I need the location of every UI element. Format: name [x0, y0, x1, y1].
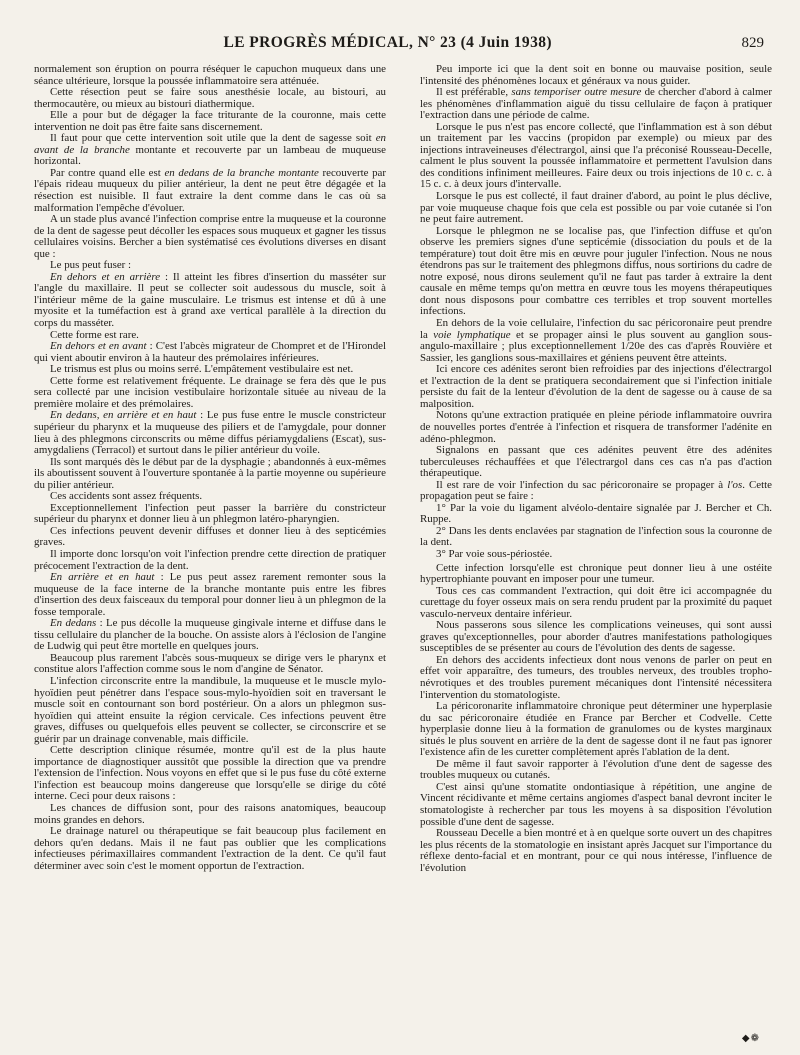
paragraph: Cette infection lorsqu'elle est chronique peut donner lieu à une ostéite hypertrophiante pouvant en imposer pour une tumeur. [420, 561, 772, 586]
paragraph: Par contre quand elle est en dedans de la branche montante recouverte par l'épais rideau muqueux du pilier antérieur, la dent ne peut être dégagée et la résection est nuisible. Il faut extraire la dent comme dans le cas où sa malformation l'empêche d'évoluer. [34, 166, 386, 214]
paragraph: Peu importe ici que la dent soit en bonne ou mauvaise position, seule l'intensité des phénomènes locaux et généraux va nous guider. [420, 64, 772, 87]
paragraph: Beaucoup plus rarement l'abcès sous-muqueux se dirige vers le pharynx et constitue alors l'affection comme sous le nom d'angine de Sénator. [34, 651, 386, 676]
paragraph: Ces accidents sont assez fréquents. [50, 490, 203, 503]
paragraph: Cette résection peut se faire sous anesthésie locale, au bistouri, au thermocautère, ou mieux au bistouri diathermique. [34, 86, 386, 110]
article-body [34, 64, 772, 1030]
paragraph: Signalons en passant que ces adénites peuvent être des adénites tuberculeuses réchauffées et que l'électrargol dans ces cas n'a pas d'action thérapeutique. [420, 444, 772, 480]
paragraph: Cette description clinique résumée, montre qu'il est de la plus haute importance de diagnostiquer aussitôt que possible la direction que va prendre l'extension de l'infection. Nous voyons en effet que si le pus fuse du côté externe l'infection est beaucoup moins dangereuse que lorsqu'elle se dirige du côté interne. Ceci pour deux raisons : [34, 744, 386, 803]
page-number: 829 [741, 35, 764, 51]
paragraph: 1° Par la voie du ligament alvéolo-dentaire signalée par J. Bercher et Ch. Ruppe. [420, 501, 772, 526]
paragraph: normalement son éruption on pourra réséquer le capuchon muqueux dans une séance ultérieure, lorsque la poussée inflammatoire sera atténuée. [34, 64, 386, 87]
paragraph: C'est ainsi qu'une stomatite ondontiasique à répétition, une angine de Vincent récidivante et même certains angiomes d'aspect banal devront inciter le stomatologiste à rechercher par tous les moyens à sa disposition l'évolution possible d'une dent de sagesse. [420, 780, 772, 828]
paragraph: Lorsque le phlegmon ne se localise pas, que l'infection diffuse et qu'on observe les premiers signes d'une septicémie (dissociation du pouls et de la température) tout doit être mis en œuvre pour juguler l'infection. Nous ne nous étendrons pas sur le traitement des phlegmons diffus, nous sortirions du cadre de notre exposé, nous dirons seulement qu'il ne faut pas tarder à extraire la dent causale en même temps qu'on mettra en œuvre tous les moyens thérapeutiques dont nous disposons pour combattre ces terribles et trop souvent mortelles infections. [420, 224, 772, 318]
italic-phrase: En dehors et en avant [50, 340, 147, 353]
running-title: LE PROGRÈS MÉDICAL, N° 23 (4 Juin 1938) [223, 34, 552, 51]
paragraph: Le trismus est plus ou moins serré. L'empâtement vestibulaire est net. [50, 363, 354, 376]
paragraph: En dehors des accidents infectieux dont nous venons de parler on peut en effet voir apparaître, des tumeurs, des troubles nerveux, des troubles tropho-névrotiques et des troubles purement mécaniques dont l'intensité nécessitera l'intervention du stomatologiste. [420, 653, 772, 701]
paragraph: Les chances de diffusion sont, pour des raisons anatomiques, beaucoup moins grandes en dehors. [34, 802, 386, 826]
italic-phrase: voie lymphatique [433, 328, 511, 341]
paragraph: 3° Par voie sous-périostée. [436, 547, 553, 560]
italic-phrase: En dehors et en arrière [50, 270, 161, 283]
paragraph: Tous ces cas commandent l'extraction, qui doit être ici accompagnée du curettage du foyer osseux mais on sera rendu prudent par la proximité du paquet vasculo-nerveux dentaire inférieur. [420, 584, 772, 620]
paragraph: Ici encore ces adénites seront bien refroidies par des injections d'électrargol et l'extraction de la dent se pratiquera secondairement que si l'infection initiale persiste du fait de la lenteur d'évolution de la dent de sagesse ou à cause de sa malposition. [420, 363, 772, 410]
paragraph: Ils sont marqués dès le début par de la dysphagie ; abandonnés à eux-mêmes ils aboutissent souvent à l'ouverture spontanée à la partie moyenne ou supérieure du pilier antérieur. [34, 455, 386, 491]
italic-phrase: En dedans, en arrière et en haut [50, 409, 197, 422]
paragraph: Cette forme est relativement fréquente. Le drainage se fera dès que le pus sera collecté par une incision vestibulaire horizontale située au niveau de la première molaire et des prémolaires. [34, 374, 386, 410]
paragraph: En dedans : Le pus décolle la muqueuse gingivale interne et diffuse dans le tissu cellulaire du plancher de la bouche. On assiste alors à l'éclosion de l'angine de Ludwig qui peut être mortelle en quelques jours. [34, 617, 386, 653]
paragraph: Le pus peut fuser : [50, 259, 132, 272]
paragraph: Cette forme est rare. [50, 328, 139, 341]
paragraph: En dehors et en arrière : Il atteint les fibres d'insertion du masséter sur l'angle du maxillaire. Il peut se collecter soit audessous du muscle, soit à l'intérieur même de la gaine musculaire. Le trismus est intense et dû à une myosite et la tuméfaction est à grand axe vertical parallèle à la direction du corps du masséter. [34, 270, 386, 330]
paragraph: Il faut pour que cette intervention soit utile que la dent de sagesse soit en avant de la branche montante et recouverte par un lambeau de muqueuse horizontal. [34, 132, 386, 168]
paragraph: Il importe donc lorsqu'on voit l'infection prendre cette direction de pratiquer précocement l'extraction de la dent. [34, 547, 386, 572]
italic-phrase: En dedans [50, 617, 97, 630]
paragraph: L'infection circonscrite entre la mandibule, la muqueuse et le muscle mylo-hyoïdien peut pénétrer dans l'espace sous-mylo-hyoïdien soit en traversant le muscle soit en contournant son bord postérieur. On a alors un phlegmon sus-hyoïdien qui atteint ensuite la région cervicale. Ces infections peuvent être graves, diffuses ou quelquefois elles peuvent se collecter, se circonscrire et se guérir par un drainage convenable, mais difficile. [34, 674, 386, 745]
italic-phrase: l'os [727, 478, 743, 491]
paragraph: Rousseau Decelle a bien montré et à en quelque sorte ouvert un des chapitres les plus récents de la stomatologie en insistant après Jacquet sur l'importance du réflexe dento-facial et en montrant, pour ce qui nous intéresse, l'influence de l'évolution [420, 827, 772, 874]
paragraph: En dehors de la voie cellulaire, l'infection du sac péricoronaire peut prendre la voie lymphatique et se propager ainsi le plus souvent au ganglion sous-angulo-maxillaire ; plus exceptionnellement 1/20e des cas d'après Rouvière et Sassier, les ganglions sous-maxillaires et géniens peuvent être atteints. [420, 317, 772, 364]
paragraph: Il est préférable, sans temporiser outre mesure de chercher d'abord à calmer les phénomènes d'inflammation aiguë du tissu cellulaire de façon à pratiquer l'extraction dans une période de calme. [420, 86, 772, 122]
paragraph: Notons qu'une extraction pratiquée en pleine période inflammatoire ouvrira de nouvelles portes d'entrée à l'infection et risquera de transformer l'adénite en adéno-phlegmon. [420, 409, 772, 445]
paragraph: Lorsque le pus est collecté, il faut drainer d'abord, au point le plus déclive, par voie muqueuse chaque fois que cela est possible ou par voie cutanée si l'on ne peut faire autrement. [420, 190, 772, 226]
italic-phrase: en dedans de la branche montante [164, 166, 319, 179]
paragraph: Elle a pour but de dégager la face triturante de la couronne, mais cette intervention ne doit pas être faite sans discernement. [34, 109, 386, 133]
paragraph: Nous passerons sous silence les complications veineuses, qui sont aussi graves qu'exceptionnelles, pour aborder d'autres manifestations pathologiques susceptibles de se présenter au cours de l'évolution des dents de sagesse. [420, 619, 772, 655]
paragraph: 2° Dans les dents enclavées par stagnation de l'infection sous la couronne de la dent. [420, 524, 772, 549]
page-header [34, 34, 764, 56]
paragraph: Il est rare de voir l'infection du sac péricoronaire se propager à l'os. Cette propagation peut se faire : [420, 478, 772, 503]
italic-phrase: en avant de la branche [34, 132, 386, 156]
italic-phrase: sans temporiser outre mesure [511, 86, 642, 99]
left-column [34, 64, 386, 1030]
right-column [420, 64, 772, 1030]
italic-phrase: En arrière et en haut [50, 571, 155, 584]
paragraph: De même il faut savoir rapporter à l'évolution d'une dent de sagesse des troubles muqueux ou cutanés. [420, 757, 772, 782]
paragraph: En arrière et en haut : Le pus peut assez rarement remonter sous la muqueuse de la face interne de la branche montante puis entre les fibres d'insertion des deux faisceaux du temporal pour donner lieu à un phlegmon de la fosse temporale. [34, 571, 386, 618]
end-ornament: ◆❁ [741, 1033, 760, 1044]
paragraph: Le drainage naturel ou thérapeutique se fait beaucoup plus facilement en dehors qu'en dedans. Mais il ne faut pas oublier que les complications infectieuses périmaxillaires commandent l'extraction de la dent. Ce qu'il faut déterminer avec soin c'est le moment opportun de l'extraction. [34, 825, 386, 872]
paragraph: En dehors et en avant : C'est l'abcès migrateur de Chompret et de l'Hirondel qui vient aboutir environ à la hauteur des prémolaires inférieures. [34, 340, 386, 364]
paragraph: Ces infections peuvent devenir diffuses et donner lieu à des septicémies graves. [34, 524, 386, 549]
paragraph: En dedans, en arrière et en haut : Le pus fuse entre le muscle constricteur supérieur du pharynx et la muqueuse des piliers et de l'amygdale, pour donner lieu à des phlegmons circonscrits ou même diffus périamygdaliens (Escat), sus-amygdaliens (Terracol) et surtout dans le pilier antérieur du voile. [34, 409, 386, 457]
paragraph: Exceptionnellement l'infection peut passer la barrière du constricteur supérieur du pharynx et donner lieu à un phlegmon latéro-pharyngien. [34, 501, 386, 526]
paragraph: Lorsque le pus n'est pas encore collecté, que l'inflammation est à son début un traitement par les vaccins (propidon par exemple) ou mieux par des injections intraveineuses d'électrargol, ainsi que l'a préconisé Rousseau-Decelle, calment le plus souvent la poussée inflammatoire et permettent l'avulsion dans des conditions infiniment meilleures. Faire deux ou trois injections de 10 c. c. à 15 c. c. à deux jours d'intervalle. [420, 120, 772, 191]
paragraph: La péricoronarite inflammatoire chronique peut déterminer une hyperplasie du sac péricoronaire étudiée en France par Bercher et Codvelle. Cette hyperplasie donne lieu à la formation de granulomes ou de kystes marginaux situés le plus souvent en arrière de la dent de sagesse dont il ne faut pas ignorer l'existence afin de les curetter complètement après l'ablation de la dent. [420, 700, 772, 759]
paragraph: A un stade plus avancé l'infection comprise entre la muqueuse et la couronne de la dent de sagesse peut décoller les espaces sous muqueux et gagner les tissus cellulaires voisins. Bercher a bien systématisé ces évolutions diverses en disant que : [34, 213, 386, 260]
